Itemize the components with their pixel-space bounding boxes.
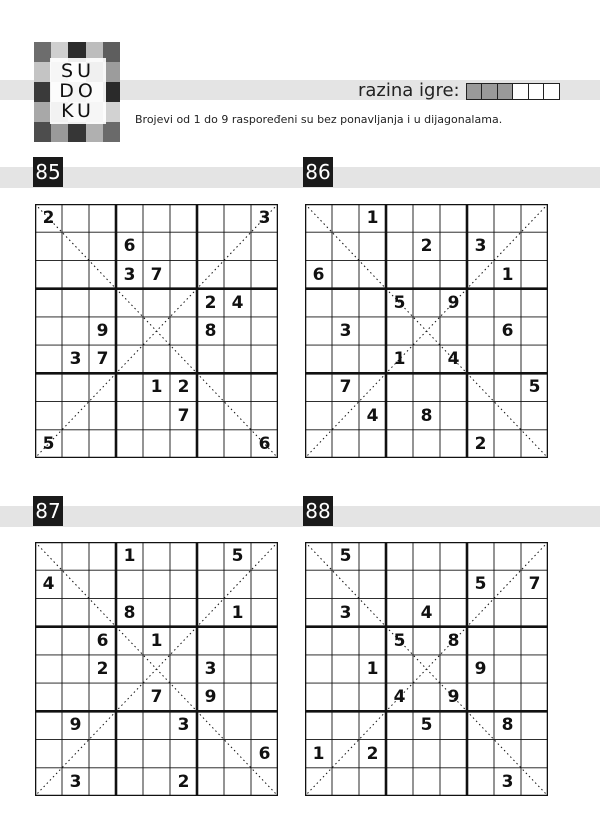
difficulty-indicator xyxy=(467,83,560,100)
given-digit: 3 xyxy=(177,715,190,736)
rules-description: Brojevi od 1 do 9 raspoređeni su bez ponavljanja i u dijagonalama. xyxy=(135,113,503,126)
given-digit: 1 xyxy=(501,264,514,285)
given-digit: 5 xyxy=(393,292,406,313)
given-digit: 4 xyxy=(231,292,244,313)
given-digit: 5 xyxy=(42,433,55,454)
given-digit: 2 xyxy=(177,377,190,398)
given-digit: 6 xyxy=(96,630,109,651)
given-digit: 3 xyxy=(474,236,487,257)
puzzle-number-87: 87 xyxy=(33,496,63,526)
logo-letters-row-2: DO xyxy=(59,80,97,102)
given-digit: 2 xyxy=(366,743,379,764)
given-digit: 3 xyxy=(339,320,352,341)
given-digit: 1 xyxy=(123,546,136,567)
given-digit: 9 xyxy=(474,658,487,679)
given-digit: 2 xyxy=(204,292,217,313)
puzzle-number-88: 88 xyxy=(303,496,333,526)
logo-letters-row-1: SU xyxy=(61,60,95,82)
given-digit: 8 xyxy=(204,320,217,341)
difficulty-box xyxy=(481,83,498,100)
given-digit: 2 xyxy=(42,208,55,229)
given-digit: 1 xyxy=(366,658,379,679)
puzzle-band-bottom xyxy=(0,506,600,527)
given-digit: 7 xyxy=(177,405,190,426)
given-digit: 6 xyxy=(501,320,514,341)
given-digit: 2 xyxy=(96,658,109,679)
difficulty-label: razina igre: xyxy=(358,80,460,101)
given-digit: 3 xyxy=(258,208,271,229)
sudoku-grid-87 xyxy=(35,542,278,796)
sudoku-grid-88 xyxy=(305,542,548,796)
given-digit: 6 xyxy=(123,236,136,257)
sudoku-grid-86 xyxy=(305,204,548,458)
given-digit: 1 xyxy=(150,377,163,398)
difficulty-box xyxy=(497,83,514,100)
given-digit: 3 xyxy=(69,349,82,370)
logo-text xyxy=(50,58,106,124)
given-digit: 7 xyxy=(339,377,352,398)
given-digit: 4 xyxy=(393,687,406,708)
puzzle-number-85: 85 xyxy=(33,157,63,187)
given-digit: 8 xyxy=(420,405,433,426)
given-digit: 6 xyxy=(258,433,271,454)
given-digit: 6 xyxy=(258,743,271,764)
given-digit: 8 xyxy=(447,630,460,651)
given-digit: 4 xyxy=(366,405,379,426)
given-digit: 9 xyxy=(447,687,460,708)
difficulty-box xyxy=(512,83,529,100)
sudoku-grid-85 xyxy=(35,204,278,458)
given-digit: 6 xyxy=(312,264,325,285)
given-digit: 7 xyxy=(96,349,109,370)
puzzle-number-86: 86 xyxy=(303,157,333,187)
given-digit: 1 xyxy=(366,208,379,229)
given-digit: 5 xyxy=(528,377,541,398)
grid-lines xyxy=(35,204,278,458)
given-digit: 7 xyxy=(150,264,163,285)
diagonal-line xyxy=(305,542,548,796)
given-digit: 1 xyxy=(312,743,325,764)
given-digit: 5 xyxy=(474,574,487,595)
given-digit: 3 xyxy=(204,658,217,679)
given-digit: 9 xyxy=(447,292,460,313)
given-digit: 3 xyxy=(123,264,136,285)
given-digit: 4 xyxy=(447,349,460,370)
difficulty-box xyxy=(466,83,483,100)
given-digit: 7 xyxy=(528,574,541,595)
given-digit: 8 xyxy=(501,715,514,736)
puzzle-band-top xyxy=(0,167,600,188)
given-digit: 3 xyxy=(69,771,82,792)
given-digit: 5 xyxy=(339,546,352,567)
given-digit: 2 xyxy=(420,236,433,257)
given-digit: 3 xyxy=(339,602,352,623)
given-digit: 7 xyxy=(150,687,163,708)
given-digit: 5 xyxy=(420,715,433,736)
given-digit: 4 xyxy=(420,602,433,623)
grid-lines xyxy=(305,542,548,796)
given-digit: 8 xyxy=(123,602,136,623)
difficulty-box xyxy=(528,83,545,100)
given-digit: 2 xyxy=(474,433,487,454)
given-digit: 1 xyxy=(231,602,244,623)
diagonal-line xyxy=(35,542,278,796)
difficulty-box xyxy=(543,83,560,100)
given-digit: 9 xyxy=(204,687,217,708)
logo-letters-row-3: KU xyxy=(61,100,95,122)
given-digit: 1 xyxy=(150,630,163,651)
sudoku-logo xyxy=(34,42,120,142)
given-digit: 3 xyxy=(501,771,514,792)
given-digit: 4 xyxy=(42,574,55,595)
given-digit: 9 xyxy=(69,715,82,736)
given-digit: 5 xyxy=(231,546,244,567)
given-digit: 5 xyxy=(393,630,406,651)
given-digit: 2 xyxy=(177,771,190,792)
given-digit: 9 xyxy=(96,320,109,341)
given-digit: 1 xyxy=(393,349,406,370)
grid-lines xyxy=(35,542,278,796)
